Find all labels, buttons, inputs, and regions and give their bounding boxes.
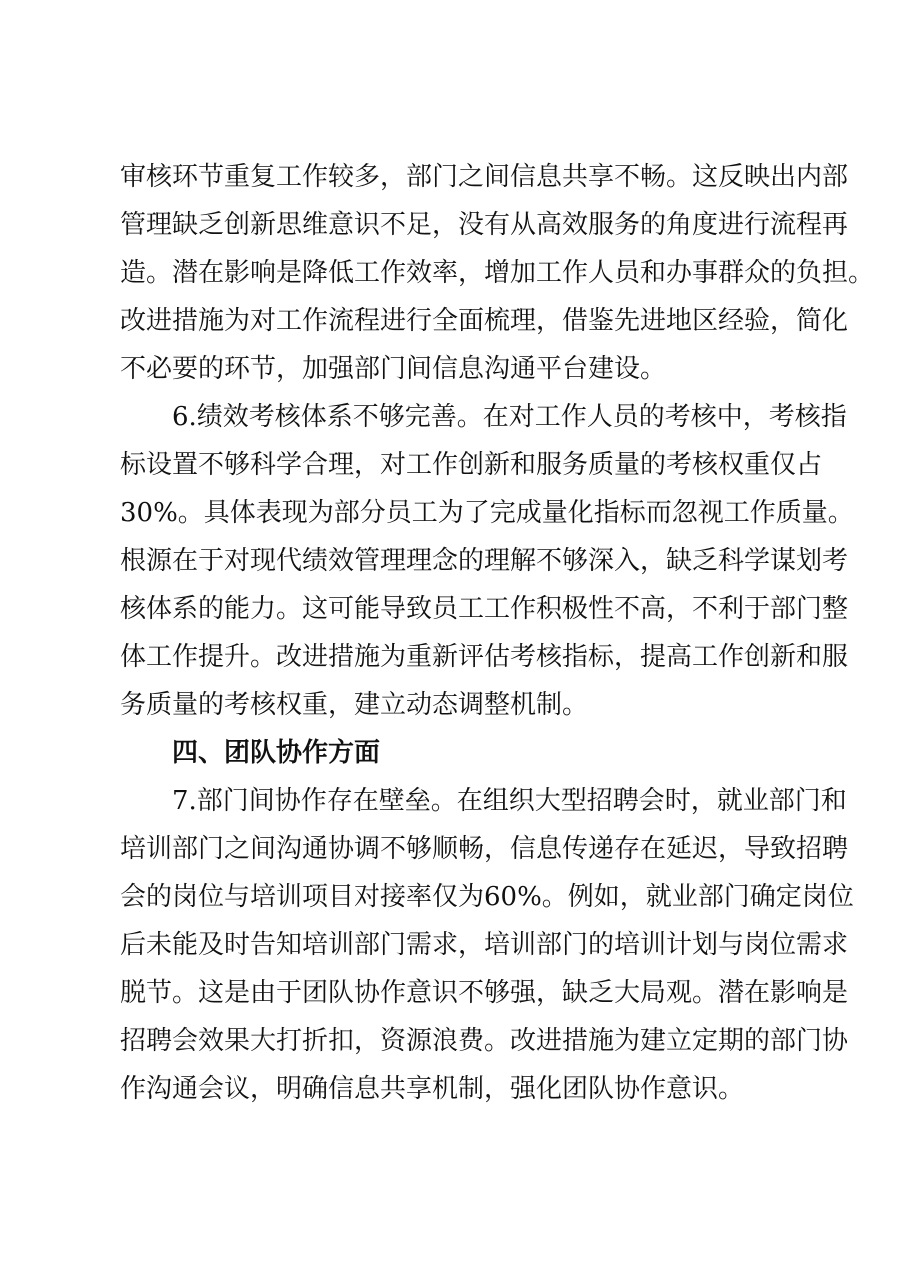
text-line: 培训部门之间沟通协调不够顺畅，信息传递存在延迟，导致招聘 (120, 834, 849, 864)
body-text (120, 153, 875, 1113)
text-line: 脱节。这是由于团队协作意识不够强，缺乏大局观。潜在影响是 (120, 978, 849, 1008)
text-line: 会的岗位与培训项目对接率仅为60%。例如，就业部门确定岗位 (120, 882, 854, 912)
text-line: 30%。具体表现为部分员工为了完成量化指标而忽视工作质量。 (120, 498, 854, 528)
paragraph-start-line: 6.绩效考核体系不够完善。在对工作人员的考核中，考核指 (172, 402, 847, 432)
text-line: 管理缺乏创新思维意识不足，没有从高效服务的角度进行流程再 (120, 210, 849, 240)
text-line: 体工作提升。改进措施为重新评估考核指标，提高工作创新和服 (120, 642, 849, 672)
text-line: 审核环节重复工作较多，部门之间信息共享不畅。这反映出内部 (120, 162, 849, 192)
text-line: 核体系的能力。这可能导致员工工作积极性不高，不利于部门整 (120, 594, 849, 624)
text-line: 后未能及时告知培训部门需求，培训部门的培训计划与岗位需求 (120, 930, 849, 960)
text-line: 作沟通会议，明确信息共享机制，强化团队协作意识。 (120, 1074, 745, 1104)
text-line: 改进措施为对工作流程进行全面梳理，借鉴先进地区经验，简化 (120, 306, 849, 336)
text-line: 招聘会效果大打折扣，资源浪费。改进措施为建立定期的部门协 (120, 1026, 849, 1056)
text-line: 不必要的环节，加强部门间信息沟通平台建设。 (120, 354, 667, 384)
section-heading: 四、团队协作方面 (172, 738, 381, 768)
text-line: 务质量的考核权重，建立动态调整机制。 (120, 690, 589, 720)
text-line: 造。潜在影响是降低工作效率，增加工作人员和办事群众的负担。 (120, 258, 875, 288)
text-line: 标设置不够科学合理，对工作创新和服务质量的考核权重仅占 (120, 450, 823, 480)
text-line: 根源在于对现代绩效管理理念的理解不够深入，缺乏科学谋划考 (120, 546, 849, 576)
paragraph-start-line: 7.部门间协作存在壁垒。在组织大型招聘会时，就业部门和 (172, 786, 847, 816)
